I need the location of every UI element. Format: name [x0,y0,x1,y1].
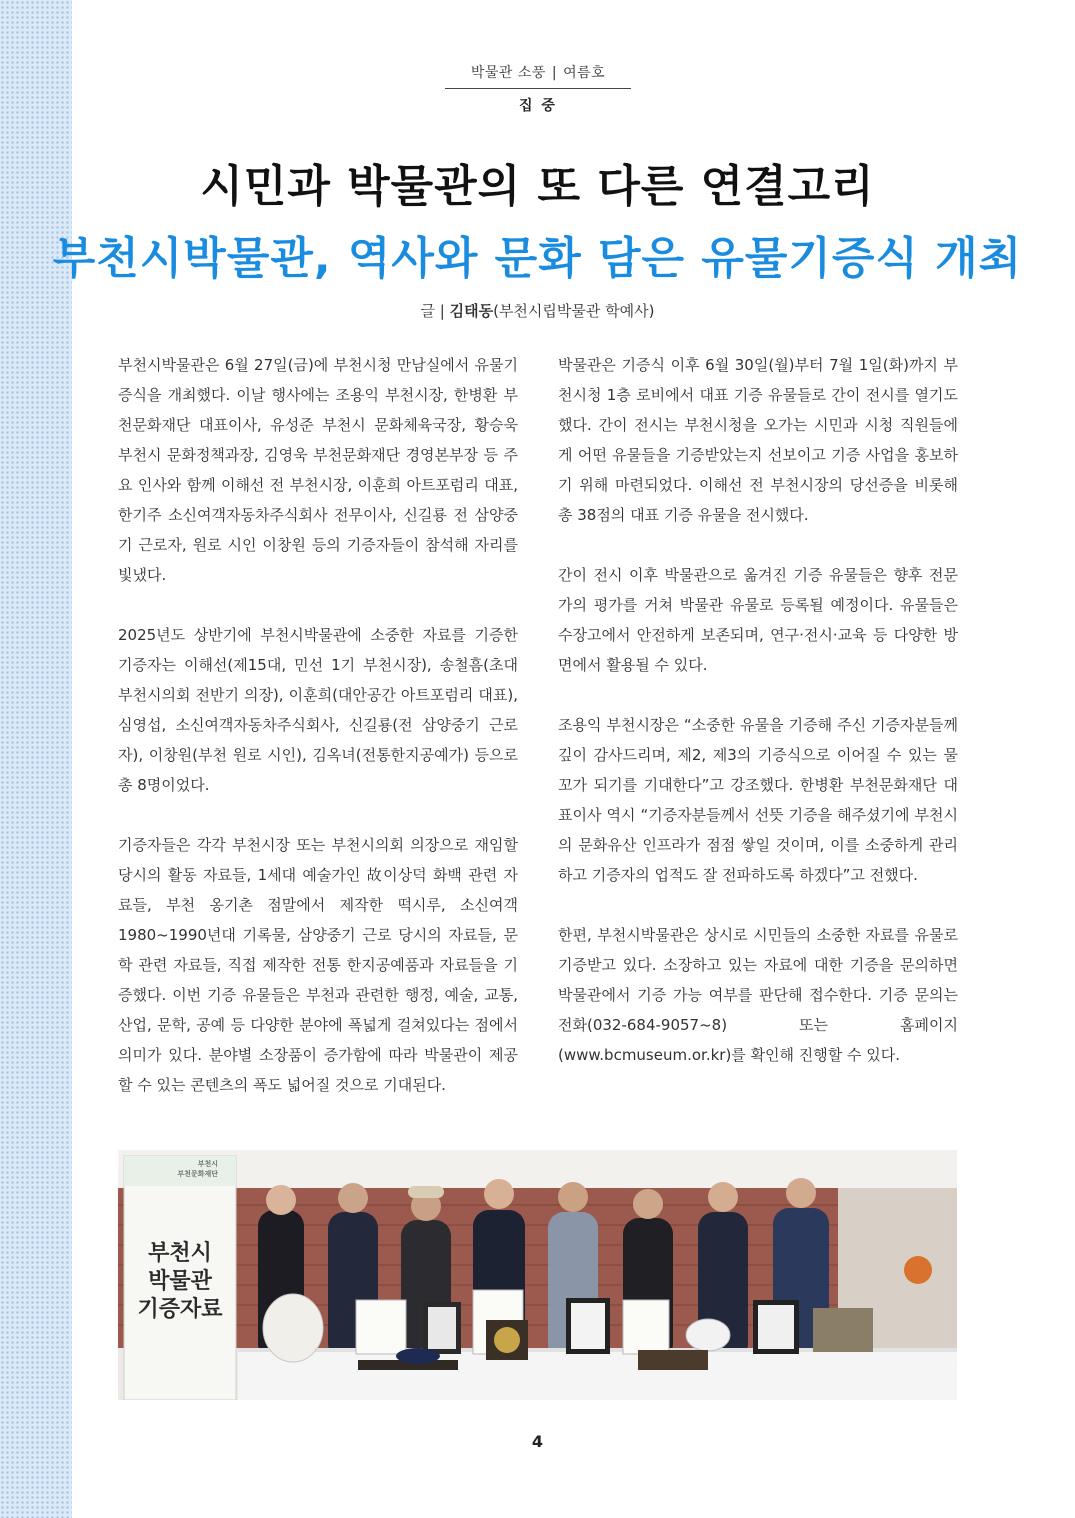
byline [0,300,1075,321]
left-column [118,350,518,1130]
page-number: 4 [531,1432,544,1451]
paragraph: 간이 전시 이후 박물관으로 옮겨진 기증 유물들은 향후 전문가의 평가를 거쳐 박물관 유물로 등록될 예정이다. 유물들은 수장고에서 안전하게 보존되며, 연구·전시·교육 등 다양한 방면에서 활용될 수 있다. [558,566,958,674]
paragraph: 한편, 부천시박물관은 상시로 시민들의 소중한 자료를 유물로 기증받고 있다. 소장하고 있는 자료에 대한 기증을 문의하면 박물관에서 기증 가능 여부를 판단해 접수한다. 기증 문의는 전화(032-684-9057~8) 또는 홈페이지(www.bcmuseum.or.kr)를 확인해 진행할 수 있다. [558,926,958,1064]
banner-title-line3: 기증자료 [137,1297,223,1322]
author-affiliation: (부천시립박물관 학예사) [493,302,655,320]
banner-org-line1: 부천시 [197,1160,218,1168]
paragraph: 2025년도 상반기에 부천시박물관에 소중한 자료를 기증한 기증자는 이해선(제15대, 민선 1기 부천시장), 송철흠(초대 부천시의회 전반기 의장), 이훈희(대안공간 아트포럼리 대표), 심영섭, 소신여객자동차주식회사, 신길룡(전 삼양중기 근로자), 이창원(부천 원로 시인), 김옥녀(전통한지공예가) 등으로 총 8명이었다. [118,626,518,794]
right-column [558,350,958,1100]
banner-title-line2: 박물관 [148,1269,212,1294]
paragraph: 기증자들은 각각 부천시장 또는 부천시의회 의장으로 재임할 당시의 활동 자료들, 1세대 예술가인 故이상덕 화백 관련 자료들, 부천 옹기촌 점말에서 제작한 떡시루, 소신여객 1980~1990년대 기록물, 삼양중기 근로 당시의 자료들, 문학 관련 자료들, 직접 제작한 전통 한지공예품과 자료들을 기증했다. 이번 기증 유물들은 부천과 관련한 행정, 예술, 교통, 산업, 문학, 공예 등 다양한 분야에 폭넓게 걸쳐있다는 점에서 의미가 있다. 분야별 소장품이 증가함에 따라 박물관이 제공할 수 있는 콘텐츠의 폭도 넓어질 것으로 기대된다. [118,836,518,1094]
magazine-name: 박물관 소풍 [470,65,546,81]
banner-title-line1: 부천시 [148,1241,212,1266]
issue-name: 여름호 [563,65,606,81]
event-photo [118,1150,957,1400]
event-photo-illustration [118,1150,957,1400]
header-separator: | [551,65,558,81]
magazine-name-line [445,62,631,89]
section-label: 집 중 [519,98,557,114]
magazine-header [445,62,631,115]
banner-org-line2: 부천문화재단 [177,1170,218,1178]
byline-prefix: 글 | [420,302,450,320]
paragraph: 박물관은 기증식 이후 6월 30일(월)부터 7월 1일(화)까지 부천시청 1층 로비에서 대표 기증 유물들로 간이 전시를 열기도 했다. 간이 전시는 부천시청을 오가는 시민과 시청 직원들에게 어떤 유물들을 기증받았는지 선보이고 기증 사업을 홍보하기 위해 마련되었다. 이해선 전 부천시장의 당선증을 비롯해 총 38점의 대표 기증 유물을 전시했다. [558,356,958,524]
author-name: 김태동 [449,302,494,320]
paragraph: 조용익 부천시장은 “소중한 유물을 기증해 주신 기증자분들께 깊이 감사드리며, 제2, 제3의 기증식으로 이어질 수 있는 물꼬가 되기를 기대한다”고 강조했다. 한병환 부천문화재단 대표이사 역시 “기증자분들께서 선뜻 기증을 해주셨기에 부천시의 문화유산 인프라가 점점 쌓일 것이며, 이를 소중하게 관리하고 기증자의 업적도 잘 전파하도록 하겠다”고 전했다. [558,716,958,884]
paragraph: 부천시박물관은 6월 27일(금)에 부천시청 만남실에서 유물기증식을 개최했다. 이날 행사에는 조용익 부천시장, 한병환 부천문화재단 대표이사, 유성준 부천시 문화체육국장, 황승욱 부천시 문화정책과장, 김영욱 부천문화재단 경영본부장 등 주요 인사와 함께 이해선 전 부천시장, 이훈희 아트포럼리 대표, 한기주 소신여객자동차주식회사 전무이사, 신길룡 전 삼양중기 근로자, 원로 시인 이창원 등의 기증자들이 참석해 자리를 빛냈다. [118,356,518,584]
headline: 시민과 박물관의 또 다른 연결고리 [200,161,875,212]
subheadline: 부천시박물관, 역사와 문화 담은 유물기증식 개최 [52,233,1023,284]
